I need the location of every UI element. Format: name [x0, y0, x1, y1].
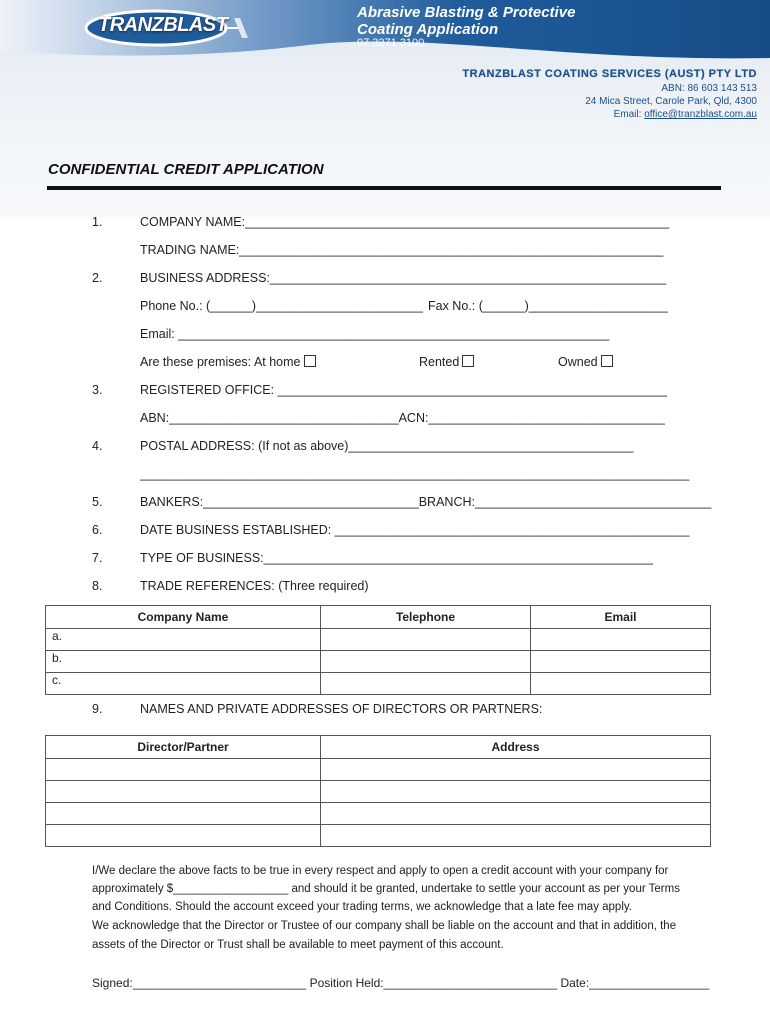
date-field[interactable]: Date:__________________: [560, 976, 710, 990]
declaration-line: I/We declare the above facts to be true in every respect and apply to open a credit account with your company for: [92, 865, 669, 877]
type-of-business-field[interactable]: TYPE OF BUSINESS:________________________________________________________: [140, 551, 653, 565]
column-header: Director/Partner: [46, 736, 321, 759]
postal-address-field[interactable]: POSTAL ADDRESS: (If not as above)_________________________________________: [140, 439, 634, 453]
business-address-field[interactable]: BUSINESS ADDRESS:_________________________________________________________: [140, 271, 667, 285]
premises-label: Are these premises: At home: [140, 355, 301, 369]
table-row: [46, 759, 711, 781]
contact-address: 24 Mica Street, Carole Park, Qld, 4300: [585, 96, 757, 107]
email-label: Email:: [613, 109, 645, 120]
contact-abn: ABN: 86 603 143 513: [661, 83, 757, 94]
table-cell[interactable]: [321, 825, 711, 847]
declaration-line: assets of the Director or Trust shall be available to meet payment of this account.: [92, 939, 504, 951]
table-row: [46, 629, 711, 651]
rented-label: Rented: [419, 355, 460, 369]
table-cell[interactable]: [321, 759, 711, 781]
declaration-line: We acknowledge that the Director or Trustee of our company shall be liable on the account and that in addition, the: [92, 920, 677, 932]
premises-at-home: [140, 355, 316, 369]
declaration-line: and Conditions. Should the account exceed your trading terms, we acknowledge that a late fee may apply.: [92, 901, 632, 913]
at-home-checkbox[interactable]: [304, 355, 316, 367]
company-name-field[interactable]: COMPANY NAME:_____________________________________________________________: [140, 215, 670, 229]
column-header: Email: [531, 606, 711, 629]
item-number: 4.: [92, 439, 103, 453]
table-row: [46, 673, 711, 695]
premises-rented: [419, 355, 474, 369]
declaration-line: approximately $__________________ and should it be granted, undertake to settle your account as per your Terms: [92, 883, 680, 895]
table-row: [46, 781, 711, 803]
title-rule: [47, 186, 721, 190]
banner-title: [357, 4, 575, 38]
email-field[interactable]: Email: ______________________________________________________________: [140, 327, 610, 341]
rented-checkbox[interactable]: [462, 355, 474, 367]
table-cell[interactable]: [321, 781, 711, 803]
item-number: 1.: [92, 215, 103, 229]
fax-field[interactable]: Fax No.: (______)____________________: [428, 299, 668, 313]
table-cell[interactable]: [321, 629, 531, 651]
item-number: 9.: [92, 702, 103, 716]
table-row: [46, 803, 711, 825]
row-label[interactable]: c.: [46, 673, 321, 695]
owned-label: Owned: [558, 355, 598, 369]
trading-name-field[interactable]: TRADING NAME:_____________________________________________________________: [140, 243, 664, 257]
table-cell[interactable]: [531, 651, 711, 673]
row-label[interactable]: a.: [46, 629, 321, 651]
contact-email: [614, 109, 757, 120]
item-number: 3.: [92, 383, 103, 397]
table-cell[interactable]: [46, 781, 321, 803]
owned-checkbox[interactable]: [601, 355, 613, 367]
table-row: [46, 825, 711, 847]
column-header: Company Name: [46, 606, 321, 629]
table-cell[interactable]: [46, 803, 321, 825]
table-cell[interactable]: [531, 629, 711, 651]
table-cell[interactable]: [321, 673, 531, 695]
item-number: 7.: [92, 551, 103, 565]
table-cell[interactable]: [46, 825, 321, 847]
signed-field[interactable]: Signed:__________________________: [92, 976, 307, 990]
company-name: TRANZBLAST COATING SERVICES (AUST) PTY LTD: [462, 68, 757, 80]
registered-office-field[interactable]: REGISTERED OFFICE: ________________________________________________________: [140, 383, 667, 397]
abn-acn-field[interactable]: ABN:_________________________________ACN:__________________________________: [140, 411, 665, 425]
directors-table: [45, 735, 711, 847]
phone-field[interactable]: Phone No.: (______)________________________: [140, 299, 423, 313]
column-header: Address: [321, 736, 711, 759]
table-cell[interactable]: [531, 673, 711, 695]
banner-title-line1: Abrasive Blasting & Protective: [357, 4, 576, 21]
position-held-field[interactable]: Position Held:__________________________: [309, 976, 558, 990]
premises-owned: [558, 355, 613, 369]
date-established-field[interactable]: DATE BUSINESS ESTABLISHED: ___________________________________________________: [140, 523, 690, 537]
table-cell[interactable]: [321, 803, 711, 825]
postal-address-line2[interactable]: _______________________________________________________________________________: [140, 467, 690, 481]
logo-text: TRANZBLAST: [98, 14, 228, 36]
trade-references-label: TRADE REFERENCES: (Three required): [140, 579, 369, 593]
item-number: 5.: [92, 495, 103, 509]
row-label[interactable]: b.: [46, 651, 321, 673]
table-cell[interactable]: [321, 651, 531, 673]
email-link[interactable]: office@tranzblast.com.au: [644, 109, 757, 120]
item-number: 8.: [92, 579, 103, 593]
letterhead: [0, 0, 770, 217]
item-number: 6.: [92, 523, 103, 537]
signature-line: [92, 976, 709, 990]
item-number: 2.: [92, 271, 103, 285]
banner-phone: 07 3271 3100: [357, 37, 425, 49]
table-cell[interactable]: [46, 759, 321, 781]
trade-references-table: [45, 605, 711, 695]
directors-label: NAMES AND PRIVATE ADDRESSES OF DIRECTORS OR PARTNERS:: [140, 702, 543, 716]
bankers-branch-field[interactable]: BANKERS:_______________________________BRANCH:__________________________________: [140, 495, 712, 509]
table-row: [46, 651, 711, 673]
column-header: Telephone: [321, 606, 531, 629]
banner-title-line2: Coating Application: [357, 21, 499, 38]
document-title: CONFIDENTIAL CREDIT APPLICATION: [48, 161, 324, 178]
